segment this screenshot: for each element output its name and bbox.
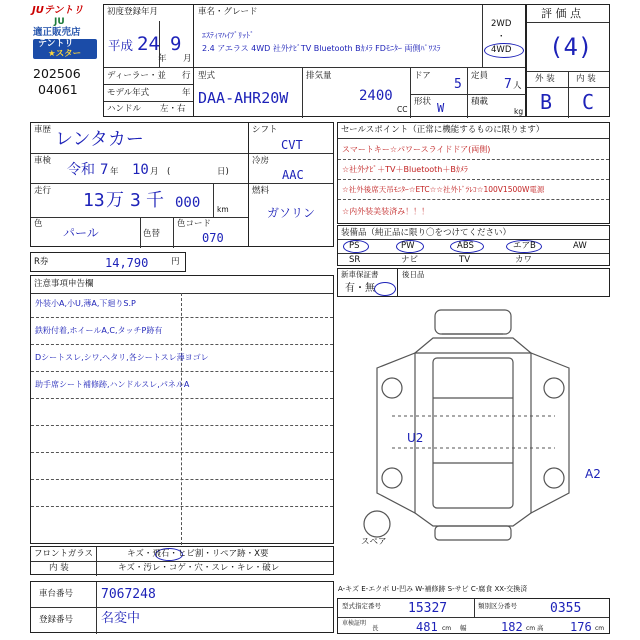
evaluation-box xyxy=(526,4,610,117)
dims-height: 176 xyxy=(570,620,592,634)
evaluation-score: (4) xyxy=(549,33,593,61)
exterior-grade: B xyxy=(540,90,553,114)
registration-label: 初度登録年月 xyxy=(107,7,159,17)
model-type-label: 型式 xyxy=(198,71,216,81)
capacity-label: 定員 xyxy=(471,71,489,81)
capacity-unit: 人 xyxy=(513,81,522,91)
spare-label: スペア xyxy=(361,537,387,547)
note-2: 鉄粉付着,ホイールA,C,タッチP跡有 xyxy=(35,326,163,335)
ac-value: AAC xyxy=(282,168,304,182)
note-1: 外装小A,小U,薄A,下廻りS.P xyxy=(35,299,136,308)
sales-point-1: スマートキー☆パワースライドドア(両側) xyxy=(342,145,491,154)
sheet-number-2: 04061 xyxy=(38,82,78,97)
car-name-label: 車名・グレード xyxy=(198,7,258,17)
interior-label: 内 装 xyxy=(576,74,596,84)
notes-label: 注意事項申告欄 xyxy=(34,279,94,289)
handle-label: ハンドル xyxy=(107,104,142,114)
delivery-label: 後日品 xyxy=(402,270,425,279)
equip-aw: AW xyxy=(573,241,587,251)
delivery-box xyxy=(397,268,610,297)
doors-label: ドア xyxy=(414,71,431,81)
damage-legend: A-キズ E-エクボ U-凹み W-補修跡 S-サビ C-腐食 XX-交換済 xyxy=(338,585,528,593)
equipment-label: 装備品（純正品に限り〇をつけてください） xyxy=(341,228,512,238)
mileage-label: 走行 xyxy=(34,186,52,196)
drive-2wd: 2WD xyxy=(491,19,512,29)
dims-length: 481 xyxy=(416,620,438,634)
sales-point-2: ☆社外ﾅﾋﾞ＋TV＋Bluetooth＋Bｶﾒﾗ xyxy=(342,165,468,174)
fuel-value: ガソリン xyxy=(267,206,316,220)
model-designation-label: 型式指定番号 xyxy=(342,602,381,610)
mileage-sen: 3 xyxy=(130,190,141,211)
designation-box xyxy=(337,598,610,634)
equip-navi: ナビ xyxy=(401,255,419,265)
chassis-box xyxy=(30,581,334,633)
registration-year: 24 xyxy=(137,33,160,55)
equip-pw: PW xyxy=(401,241,415,251)
inspection-label: 車検 xyxy=(34,156,52,166)
equip-tv: TV xyxy=(459,255,471,265)
category-number-value: 0355 xyxy=(550,601,582,616)
recycle-box xyxy=(30,252,186,272)
damage-mark-a2: A2 xyxy=(585,467,601,481)
dealer-label: ディーラー・並 xyxy=(107,71,166,81)
ac-label: 冷房 xyxy=(252,156,270,166)
logo-line3: テントリ xyxy=(38,39,74,49)
doors-value: 5 xyxy=(454,77,462,92)
dims-width-unit: cm xyxy=(526,625,536,632)
inspection-day-unit: 日) xyxy=(217,167,229,177)
inspection-day-open: ( xyxy=(167,167,171,177)
inspection-year-unit: 年 xyxy=(110,167,119,177)
displacement-label: 排気量 xyxy=(306,71,332,81)
registration-era: 平成 xyxy=(108,38,134,53)
equip-leather: カワ xyxy=(515,255,533,265)
registration-month: 9 xyxy=(170,33,182,55)
load-label: 積載 xyxy=(471,97,489,107)
registration-month-unit: 月 xyxy=(183,54,192,64)
dims-length-label: 長 xyxy=(372,624,379,632)
interior-row-value: キズ・汚レ・コゲ・穴・スレ・キレ・破レ xyxy=(118,563,280,573)
equip-abs: ABS xyxy=(457,241,474,251)
sales-points-box xyxy=(337,122,610,224)
drive-4wd: 4WD xyxy=(491,45,512,55)
glass-interior-box xyxy=(30,546,334,575)
displacement-unit: CC xyxy=(397,105,408,114)
category-number-label: 類別区分番号 xyxy=(478,602,517,610)
inspection-year: 7 xyxy=(100,162,109,178)
car-name-line2: 2.4 アエラス 4WD 社外ﾅﾋﾞTV Bluetooth Bｶﾒﾗ FDﾓﾆﾀｰ 両側ﾊﾟﾜｽﾗ xyxy=(202,44,441,53)
recycle-unit: 円 xyxy=(171,257,180,267)
equip-ps: PS xyxy=(349,241,360,251)
dims-width-label: 幅 xyxy=(460,624,467,632)
reg-number-label: 登録番号 xyxy=(39,615,74,625)
displacement-value: 2400 xyxy=(359,88,393,104)
chassis-value: 7067248 xyxy=(101,587,156,602)
sales-point-4: ☆内外装美装済み！！！ xyxy=(342,207,430,216)
logo-box xyxy=(30,4,100,60)
damage-diagram xyxy=(337,298,610,547)
handle-value: 左・右 xyxy=(160,104,186,114)
dims-height-unit: cm xyxy=(595,625,605,632)
shift-value: CVT xyxy=(281,138,303,152)
reg-number-value: 名変中 xyxy=(101,611,141,626)
equipment-box xyxy=(337,225,610,266)
equip-airbag: エアB xyxy=(513,241,536,251)
shift-box xyxy=(248,122,334,247)
notes-box xyxy=(30,275,334,544)
front-glass-value: キズ・飛石・ヒビ割・リペア跡・X要 xyxy=(127,549,269,559)
car-name-line1: ｴｽﾃｨﾏﾊｲﾌﾞﾘｯﾄﾞ xyxy=(202,31,254,40)
recycle-value: 14,790 xyxy=(105,256,149,270)
capacity-value: 7 xyxy=(504,77,512,92)
car-spec-box xyxy=(193,4,526,117)
color-code-value: 070 xyxy=(202,231,224,245)
warranty-label: 新車保証書 xyxy=(341,270,379,279)
sales-point-3: ☆社外後席天吊ﾓﾆﾀｰ☆ETC☆☆社外ﾄﾞﾗﾚｺ☆100V1500W電源 xyxy=(342,185,545,194)
note-4: 助手席シート補修跡,ハンドルスレ,パネルA xyxy=(35,380,190,389)
car-outline-icon xyxy=(337,298,610,544)
damage-mark-u2: U2 xyxy=(407,431,424,445)
color-change-label: 色替 xyxy=(143,229,161,239)
mileage-man-unit: 万 xyxy=(106,190,124,211)
load-unit: kg xyxy=(514,107,524,116)
color-value: パール xyxy=(63,226,99,240)
front-glass-label: フロントガラス xyxy=(34,549,93,559)
dealer-suffix: 行 xyxy=(182,71,191,81)
note-3: Dシートスレ,シワ,ヘタリ,各シートスレ薄ヨゴレ xyxy=(35,353,209,362)
warranty-value: 有・無 xyxy=(345,283,375,294)
logo-line2: 適正販売店 xyxy=(33,27,81,38)
interior-grade: C xyxy=(582,90,595,114)
mileage-man: 13 xyxy=(83,190,105,211)
shape-label: 形状 xyxy=(414,97,432,107)
shift-label: シフト xyxy=(252,125,278,135)
mileage-sen-unit: 千 xyxy=(146,190,164,211)
inspection-era: 令和 xyxy=(67,162,95,178)
shape-value: W xyxy=(437,101,445,115)
vehicle-type-label: 車歴 xyxy=(34,125,52,135)
model-year-label: モデル年式 xyxy=(107,88,150,98)
logo-line1: JU xyxy=(54,17,65,27)
evaluation-label: 評 価 点 xyxy=(541,7,581,20)
dims-height-label: 高 xyxy=(537,624,544,632)
sheet-number-1: 202506 xyxy=(33,66,81,81)
fuel-label: 燃料 xyxy=(252,186,270,196)
inspection-month-unit: 月 xyxy=(150,167,159,177)
exterior-label: 外 装 xyxy=(535,74,555,84)
interior-row-label: 内 装 xyxy=(49,563,69,573)
mileage-unit: km xyxy=(217,205,229,214)
inspection-month: 10 xyxy=(132,162,149,178)
logo-line4: ★スター xyxy=(48,49,82,59)
mileage-rest: 000 xyxy=(175,195,201,211)
logo-brand: JUテントリ xyxy=(32,5,84,16)
registration-year-unit: 年 xyxy=(158,54,167,64)
dims-label: 車検証明 xyxy=(342,620,367,627)
dims-width: 182 xyxy=(501,620,523,634)
drive-dot: ・ xyxy=(497,32,506,42)
dims-length-unit: cm xyxy=(442,625,452,632)
model-type-value: DAA-AHR20W xyxy=(198,89,289,107)
sales-points-label: セールスポイント（正常に機能するものに限ります） xyxy=(341,125,545,135)
warranty-box xyxy=(337,268,398,297)
history-box xyxy=(30,122,249,247)
registration-box xyxy=(103,4,194,117)
model-year-suffix: 年 xyxy=(182,88,191,98)
color-label: 色 xyxy=(34,219,43,229)
model-designation-value: 15327 xyxy=(408,601,448,616)
vehicle-type-value: レンタカー xyxy=(55,129,144,150)
color-code-label: 色コード xyxy=(177,219,212,229)
chassis-label: 車台番号 xyxy=(39,589,74,599)
equip-sr: SR xyxy=(349,255,361,265)
recycle-label: R券 xyxy=(34,257,49,267)
